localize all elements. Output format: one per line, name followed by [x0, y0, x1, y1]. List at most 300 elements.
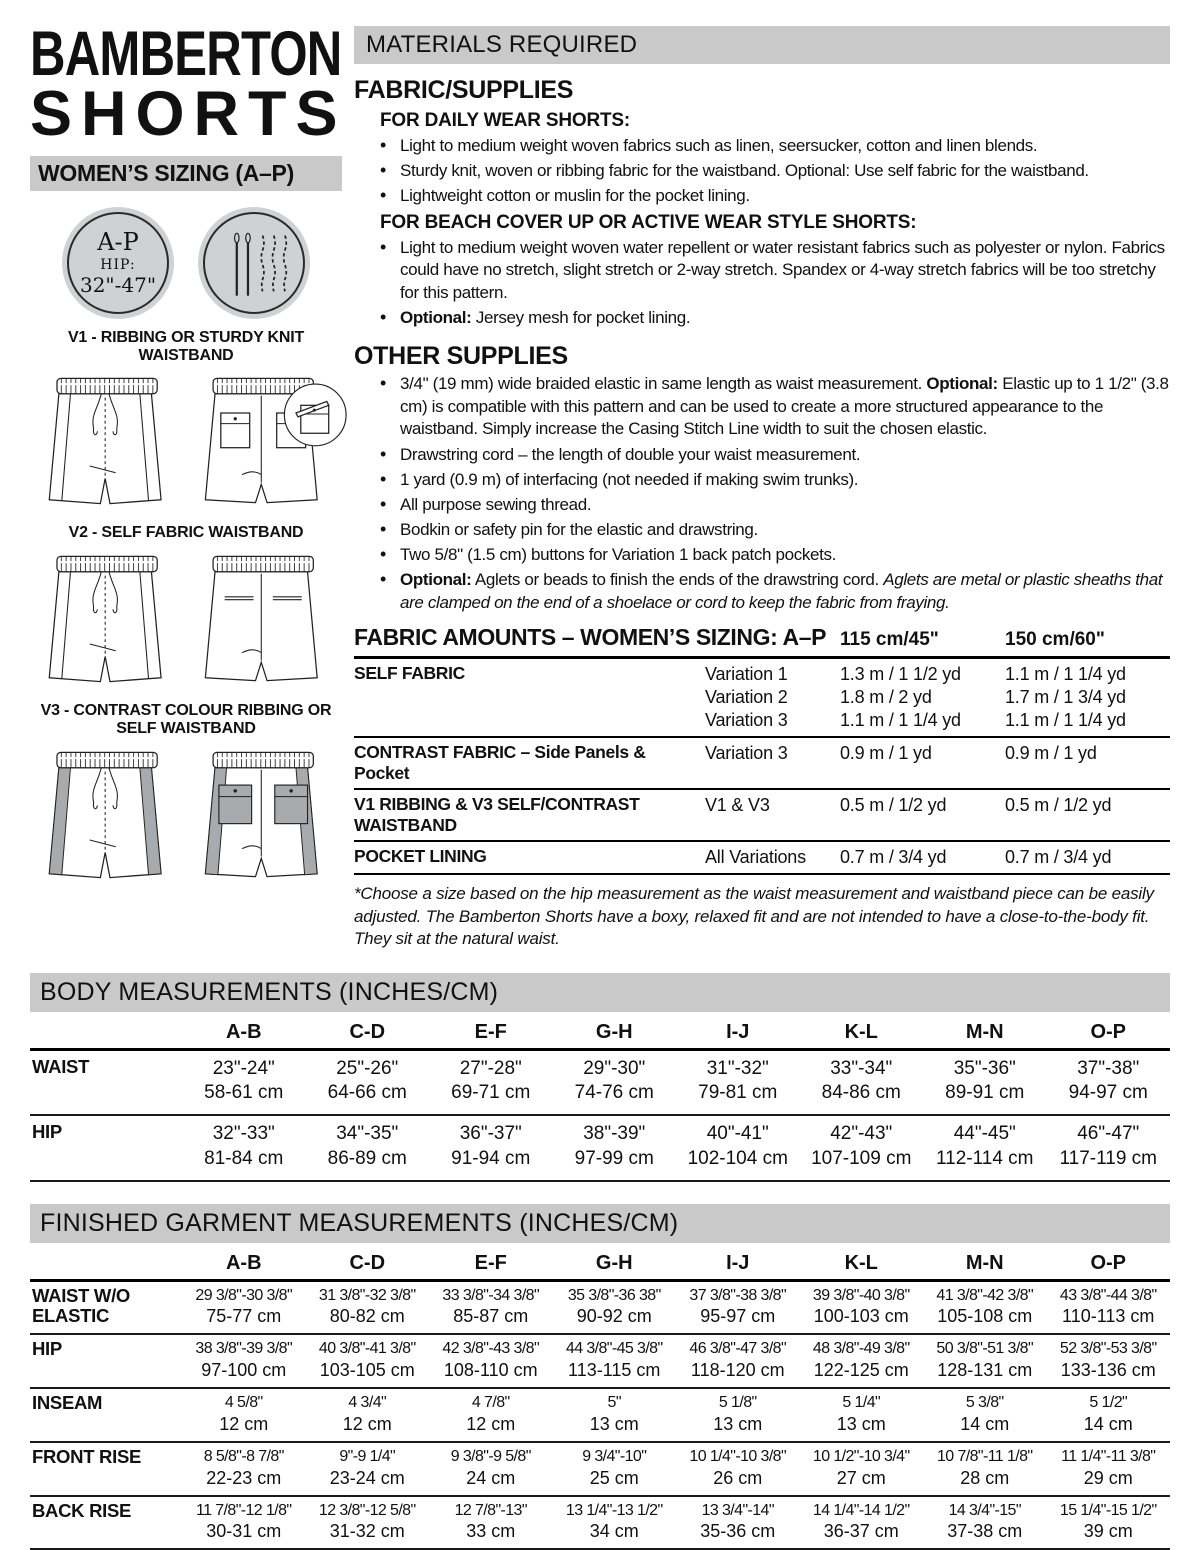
inches-value: 46 3/8"-47 3/8"	[689, 1340, 787, 1358]
cm-value: 79-81 cm	[698, 1082, 778, 1104]
cm-value: 37-38 cm	[947, 1521, 1023, 1542]
cm-value: 22-23 cm	[206, 1467, 282, 1488]
bullet-bold-text: Optional:	[400, 570, 472, 590]
inches-value: 29"-30"	[583, 1057, 646, 1079]
cm-value: 84-86 cm	[821, 1082, 901, 1104]
top-section	[30, 19, 1170, 951]
needles-glyph	[211, 220, 297, 306]
size-column-header: M-N	[965, 1251, 1004, 1274]
measurement-row	[30, 1443, 1170, 1497]
bullet-item	[400, 135, 1170, 158]
cm-value: 100-103 cm	[813, 1306, 909, 1327]
inches-value: 11 1/4"-11 3/8"	[1061, 1447, 1156, 1465]
inches-value: 31"-32"	[706, 1057, 769, 1079]
variation-v1-label: V1 - RIBBING OR STURDY KNIT WAISTBAND	[67, 328, 305, 365]
sewing-needles-icon	[198, 207, 310, 319]
cm-value: 25 cm	[589, 1467, 639, 1488]
size-header-row	[30, 1243, 1170, 1282]
measurement-cell	[800, 1393, 924, 1436]
fabric-amounts-table	[354, 624, 1170, 875]
inches-value: 44 3/8"-45 3/8"	[565, 1340, 663, 1358]
cm-value: 117-119 cm	[1059, 1147, 1157, 1169]
width-115-cell-line: 1.3 m / 1 1/2 yd	[840, 664, 961, 685]
measurement-cell	[1047, 1393, 1171, 1436]
size-column-header: E-F	[474, 1251, 507, 1274]
measurement-row	[30, 1497, 1170, 1550]
finished-measurements-table	[30, 1243, 1170, 1550]
measurement-cell	[800, 1339, 924, 1382]
size-range-badge	[62, 207, 174, 319]
cm-value: 12 cm	[219, 1413, 269, 1434]
beach-subheading: FOR BEACH COVER UP OR ACTIVE WEAR STYLE SHORTS:	[380, 212, 917, 234]
width-115-cell-line: 0.7 m / 3/4 yd	[840, 847, 947, 868]
variation-v2-label: V2 - SELF FABRIC WAISTBAND	[68, 524, 304, 542]
cm-value: 81-84 cm	[204, 1147, 284, 1169]
measurement-row-label: WAIST W/O ELASTIC	[32, 1284, 131, 1327]
size-range-text: A-P	[97, 228, 139, 257]
measurement-cell	[429, 1501, 553, 1544]
cm-value: 107-109 cm	[811, 1147, 912, 1169]
bullet-text: Aglets or beads to finish the ends of the drawstring cord.	[471, 570, 884, 590]
inches-value: 15 1/4"-15 1/2"	[1059, 1501, 1157, 1519]
inches-value: 48 3/8"-49 3/8"	[812, 1340, 910, 1358]
size-column-header: G-H	[595, 1251, 633, 1274]
fabric-amounts-rows	[354, 659, 1170, 875]
inches-value: 44"-45"	[953, 1123, 1016, 1145]
measurement-cell	[923, 1286, 1047, 1329]
inches-value: 50 3/8"-51 3/8"	[936, 1340, 1034, 1358]
measurement-cell	[429, 1339, 553, 1382]
sizing-banner: WOMEN’S SIZING (A–P)	[30, 156, 342, 191]
width-150-cell	[1005, 794, 1170, 836]
measurement-cell	[676, 1057, 800, 1106]
measurement-cell	[553, 1122, 677, 1171]
measurement-cell	[429, 1393, 553, 1436]
measurement-row	[30, 1282, 1170, 1336]
inches-value: 8 5/8"-8 7/8"	[203, 1447, 284, 1465]
inches-value: 10 1/4"-10 3/8"	[689, 1447, 787, 1465]
width-115-cell	[840, 742, 1005, 784]
measurement-row-label: INSEAM	[32, 1392, 103, 1414]
bullet-text: 1 yard (0.9 m) of interfacing (not needed if making swim trunks).	[400, 469, 859, 489]
inches-value: 13 3/4"-14"	[701, 1501, 774, 1519]
measurement-cell	[923, 1447, 1047, 1490]
cm-value: 31-32 cm	[329, 1521, 405, 1542]
measurement-cell	[306, 1447, 430, 1490]
inches-value: 4 3/4"	[348, 1394, 387, 1412]
measurement-cell	[182, 1122, 306, 1171]
inches-value: 13 1/4"-13 1/2"	[565, 1501, 663, 1519]
measurement-cell	[1047, 1057, 1171, 1106]
body-measurements-section	[30, 973, 1170, 1182]
size-column-header: K-L	[844, 1020, 878, 1043]
inches-value: 52 3/8"-53 3/8"	[1059, 1340, 1157, 1358]
cm-value: 26 cm	[713, 1467, 763, 1488]
width-115-cell-line: 0.5 m / 1/2 yd	[840, 795, 947, 816]
cm-value: 58-61 cm	[204, 1082, 284, 1104]
inches-value: 4 7/8"	[471, 1394, 510, 1412]
inches-value: 35"-36"	[953, 1057, 1016, 1079]
inches-value: 37"-38"	[1077, 1057, 1140, 1079]
inches-value: 39 3/8"-40 3/8"	[812, 1286, 910, 1304]
cm-value: 95-97 cm	[700, 1306, 776, 1327]
size-column-header: G-H	[595, 1020, 633, 1043]
measurement-cell	[923, 1339, 1047, 1382]
hip-range-text: 32"-47"	[79, 273, 157, 298]
cm-value: 34 cm	[589, 1521, 639, 1542]
width-150-cell	[1005, 663, 1170, 732]
measurement-cell	[676, 1339, 800, 1382]
cm-value: 13 cm	[713, 1413, 763, 1434]
inches-value: 25"-26"	[336, 1057, 399, 1079]
size-column-header: E-F	[474, 1020, 507, 1043]
inches-value: 10 1/2"-10 3/4"	[812, 1447, 910, 1465]
measurement-cell	[182, 1393, 306, 1436]
cm-value: 35-36 cm	[700, 1521, 776, 1542]
variation-cell-line: All Variations	[705, 847, 806, 868]
size-column-header: A-B	[225, 1251, 262, 1274]
inches-value: 23"-24"	[212, 1057, 275, 1079]
measurement-cell	[429, 1286, 553, 1329]
bullet-item	[400, 569, 1170, 614]
size-column-header: K-L	[844, 1251, 878, 1274]
width-150-cell	[1005, 846, 1170, 869]
size-column-header: C-D	[349, 1020, 386, 1043]
measurement-cell	[429, 1122, 553, 1171]
left-column	[30, 19, 347, 951]
measurement-row	[30, 1051, 1170, 1116]
other-supplies-heading: OTHER SUPPLIES	[354, 341, 568, 370]
cm-value: 33 cm	[466, 1521, 516, 1542]
variation-cell-line: Variation 3	[705, 743, 788, 764]
measurement-cell	[800, 1501, 924, 1544]
variation-cell-line: Variation 3	[705, 710, 788, 731]
measurement-cell	[553, 1057, 677, 1106]
measurement-cell	[676, 1501, 800, 1544]
inches-value: 34"-35"	[336, 1123, 399, 1145]
variation-cell	[705, 663, 840, 732]
bullet-text: Lightweight cotton or muslin for the pocket lining.	[400, 185, 750, 205]
measurement-row-label: WAIST	[32, 1055, 90, 1077]
cm-value: 23-24 cm	[329, 1467, 405, 1488]
bullet-text: Two 5/8" (1.5 cm) buttons for Variation 1 back patch pockets.	[400, 545, 837, 565]
measurement-row	[30, 1335, 1170, 1389]
width-150-cell-line: 0.5 m / 1/2 yd	[1005, 795, 1112, 816]
measurement-row-label: HIP	[32, 1121, 62, 1143]
variation-v2	[30, 524, 342, 691]
cm-value: 24 cm	[466, 1467, 516, 1488]
fabric-amounts-row	[354, 842, 1170, 875]
cm-value: 12 cm	[342, 1413, 392, 1434]
cm-value: 97-100 cm	[201, 1360, 287, 1381]
inches-value: 38 3/8"-39 3/8"	[195, 1340, 293, 1358]
inches-value: 43 3/8"-44 3/8"	[1059, 1286, 1157, 1304]
size-column-header: O-P	[1090, 1020, 1127, 1043]
cm-value: 13 cm	[589, 1413, 639, 1434]
width-115-column-header: 115 cm/45"	[840, 629, 939, 651]
cm-value: 89-91 cm	[945, 1082, 1025, 1104]
width-115-cell-line: 1.1 m / 1 1/4 yd	[840, 710, 961, 731]
variation-cell	[705, 742, 840, 784]
measurement-cell	[182, 1057, 306, 1106]
inches-value: 27"-28"	[459, 1057, 522, 1079]
measurement-cell	[182, 1501, 306, 1544]
inches-value: 9"-9 1/4"	[339, 1447, 396, 1465]
inches-value: 33 3/8"-34 3/8"	[442, 1286, 540, 1304]
daily-wear-bullets	[354, 135, 1170, 208]
cm-value: 14 cm	[960, 1413, 1010, 1434]
cm-value: 69-71 cm	[451, 1082, 531, 1104]
cm-value: 75-77 cm	[206, 1306, 282, 1327]
bullet-item	[400, 237, 1170, 305]
cm-value: 14 cm	[1083, 1413, 1133, 1434]
cm-value: 102-104 cm	[687, 1147, 788, 1169]
variation-cell-line: Variation 2	[705, 687, 788, 708]
bullet-text: Bodkin or safety pin for the elastic and drawstring.	[400, 519, 758, 539]
title-line-2: SHORTS	[30, 78, 347, 149]
cm-value: 86-89 cm	[327, 1147, 407, 1169]
bullet-item	[400, 494, 1170, 517]
width-150-cell-line: 0.7 m / 3/4 yd	[1005, 847, 1112, 868]
finished-measurements-section	[30, 1204, 1170, 1550]
measurement-row-label: FRONT RISE	[32, 1445, 142, 1467]
measurement-cell	[306, 1057, 430, 1106]
variation-v1	[30, 329, 342, 515]
finished-measurements-title: FINISHED GARMENT MEASUREMENTS (INCHES/CM)	[30, 1204, 1170, 1243]
measurement-cell	[306, 1393, 430, 1436]
measurement-cell	[676, 1286, 800, 1329]
inches-value: 38"-39"	[583, 1123, 646, 1145]
measurement-cell	[1047, 1286, 1171, 1329]
inches-value: 14 1/4"-14 1/2"	[812, 1501, 910, 1519]
inches-value: 10 7/8"-11 1/8"	[937, 1447, 1033, 1465]
fabric-row-label: POCKET LINING	[354, 846, 487, 867]
variation-cell-line: V1 & V3	[705, 795, 770, 816]
cm-value: 128-131 cm	[937, 1360, 1033, 1381]
measurement-cell	[553, 1286, 677, 1329]
measurement-cell	[1047, 1447, 1171, 1490]
fabric-amounts-title: FABRIC AMOUNTS – WOMEN’S SIZING: A–P	[354, 624, 827, 651]
bullet-bold-text: Optional:	[926, 374, 998, 394]
beach-bullets	[354, 237, 1170, 330]
bullet-item	[400, 185, 1170, 208]
width-115-cell	[840, 794, 1005, 836]
cm-value: 80-82 cm	[329, 1306, 405, 1327]
measurement-cell	[676, 1122, 800, 1171]
cm-value: 74-76 cm	[574, 1082, 654, 1104]
measurement-cell	[923, 1057, 1047, 1106]
size-column-header: M-N	[965, 1020, 1004, 1043]
body-measurements-title: BODY MEASUREMENTS (INCHES/CM)	[30, 973, 1170, 1012]
measurement-row-label: BACK RISE	[32, 1499, 132, 1521]
width-150-cell-line: 1.1 m / 1 1/4 yd	[1005, 710, 1126, 731]
inches-value: 5 3/8"	[965, 1394, 1004, 1412]
cm-value: 28 cm	[960, 1467, 1010, 1488]
shorts-illustration-v2	[30, 544, 342, 692]
cm-value: 36-37 cm	[823, 1521, 899, 1542]
measurement-cell	[182, 1339, 306, 1382]
inches-value: 37 3/8"-38 3/8"	[689, 1286, 787, 1304]
fabric-amounts-row	[354, 790, 1170, 842]
inches-value: 5"	[607, 1394, 621, 1412]
bullet-item	[400, 519, 1170, 542]
inches-value: 5 1/4"	[842, 1394, 881, 1412]
page-title	[30, 19, 347, 149]
width-150-cell-line: 0.9 m / 1 yd	[1005, 743, 1097, 764]
width-150-cell-line: 1.1 m / 1 1/4 yd	[1005, 664, 1126, 685]
cm-value: 108-110 cm	[443, 1360, 538, 1381]
bullet-item	[400, 160, 1170, 183]
cm-value: 90-92 cm	[576, 1306, 652, 1327]
inches-value: 40"-41"	[706, 1123, 769, 1145]
inches-value: 42"-43"	[830, 1123, 893, 1145]
measurement-cell	[306, 1339, 430, 1382]
size-selection-footnote: *Choose a size based on the hip measurement as the waist measurement and waistband piece can be easily adjusted. The Bamberton Shorts have a boxy, relaxed fit and are not intended to have a close-to-the-body fit. They sit at the natural waist.	[354, 884, 1154, 949]
inches-value: 9 3/4"-10"	[582, 1447, 647, 1465]
measurement-cell	[306, 1501, 430, 1544]
inches-value: 29 3/8"-30 3/8"	[195, 1286, 293, 1304]
cm-value: 64-66 cm	[327, 1082, 407, 1104]
bullet-text: Jersey mesh for pocket lining.	[471, 308, 691, 328]
inches-value: 31 3/8"-32 3/8"	[318, 1286, 416, 1304]
right-column	[342, 26, 1170, 951]
measurement-cell	[306, 1122, 430, 1171]
inches-value: 11 7/8"-12 1/8"	[196, 1501, 292, 1519]
inches-value: 32"-33"	[212, 1123, 275, 1145]
measurement-cell	[923, 1393, 1047, 1436]
inches-value: 42 3/8"-43 3/8"	[442, 1340, 540, 1358]
fabric-row-label: V1 RIBBING & V3 SELF/CONTRAST WAISTBAND	[354, 794, 640, 836]
measurement-cell	[306, 1286, 430, 1329]
variation-v3-label: V3 - CONTRAST COLOUR RIBBING OR SELF WAISTBAND	[40, 701, 332, 738]
size-column-header: I-J	[726, 1020, 750, 1043]
measurement-cell	[800, 1057, 924, 1106]
width-150-column-header: 150 cm/60"	[1005, 629, 1105, 651]
measurement-cell	[800, 1122, 924, 1171]
fabric-amounts-row	[354, 659, 1170, 738]
measurement-cell	[182, 1447, 306, 1490]
bullet-text: 3/4" (19 mm) wide braided elastic in same length as waist measurement.	[400, 374, 927, 394]
cm-value: 39 cm	[1083, 1521, 1133, 1542]
width-115-cell	[840, 846, 1005, 869]
bullet-item	[400, 373, 1170, 441]
fabric-row-label: CONTRAST FABRIC – Side Panels & Pocket	[354, 742, 646, 784]
bullet-item	[400, 307, 1170, 330]
shorts-illustration-v1	[30, 366, 342, 514]
variation-cell	[705, 846, 840, 869]
measurement-cell	[923, 1122, 1047, 1171]
cm-value: 85-87 cm	[453, 1306, 529, 1327]
title-line-1: BAMBERTON	[30, 19, 342, 89]
measurement-cell	[553, 1447, 677, 1490]
cm-value: 110-113 cm	[1062, 1306, 1155, 1327]
cm-value: 12 cm	[466, 1413, 516, 1434]
shorts-illustration-v3	[30, 740, 342, 888]
daily-wear-subheading: FOR DAILY WEAR SHORTS:	[380, 110, 631, 131]
inches-value: 14 3/4"-15"	[948, 1501, 1021, 1519]
size-header-row	[30, 1012, 1170, 1051]
width-150-cell	[1005, 742, 1170, 784]
cm-value: 118-120 cm	[690, 1360, 785, 1381]
cm-value: 97-99 cm	[574, 1147, 654, 1169]
bullet-text: All purpose sewing thread.	[400, 494, 592, 514]
cm-value: 113-115 cm	[568, 1360, 661, 1381]
measurement-cell	[923, 1501, 1047, 1544]
cm-value: 94-97 cm	[1068, 1082, 1148, 1104]
measurement-row-label: HIP	[32, 1338, 62, 1360]
bullet-bold-text: Optional:	[400, 308, 472, 328]
size-column-header: I-J	[726, 1251, 750, 1274]
measurement-cell	[676, 1447, 800, 1490]
inches-value: 5 1/2"	[1089, 1394, 1128, 1412]
size-column-header: C-D	[349, 1251, 386, 1274]
bullet-italic-text: Aglets are metal or plastic sheaths that are clamped on the end of a shoelace or cord to keep the fabric from fraying.	[400, 570, 1163, 612]
measurement-cell	[553, 1501, 677, 1544]
fabric-supplies-heading: FABRIC/SUPPLIES	[354, 76, 574, 104]
cm-value: 27 cm	[836, 1467, 886, 1488]
badge-row	[30, 207, 342, 319]
width-115-cell	[840, 663, 1005, 732]
measurement-cell	[800, 1286, 924, 1329]
measurement-cell	[1047, 1122, 1171, 1171]
hip-label: HIP:	[100, 257, 136, 274]
bullet-item	[400, 444, 1170, 467]
fabric-row-label: SELF FABRIC	[354, 663, 465, 684]
measurement-cell	[1047, 1501, 1171, 1544]
measurement-cell	[553, 1393, 677, 1436]
measurement-row	[30, 1116, 1170, 1181]
fabric-amounts-header-row	[354, 624, 1170, 659]
inches-value: 41 3/8"-42 3/8"	[936, 1286, 1034, 1304]
fabric-amounts-row	[354, 738, 1170, 790]
bullet-text: Elastic up to 1 1/2" (3.8 cm) is compatible with this pattern and can be used to create a more structured appearance to the waistband. Simply increase the Casing Stitch Line width to suit the chosen elastic.	[400, 374, 1169, 439]
inches-value: 40 3/8"-41 3/8"	[318, 1340, 416, 1358]
measurement-cell	[553, 1339, 677, 1382]
inches-value: 46"-47"	[1077, 1123, 1140, 1145]
cm-value: 29 cm	[1083, 1467, 1133, 1488]
inches-value: 33"-34"	[830, 1057, 893, 1079]
inches-value: 9 3/8"-9 5/8"	[450, 1447, 531, 1465]
cm-value: 122-125 cm	[813, 1360, 909, 1381]
cm-value: 103-105 cm	[319, 1360, 415, 1381]
bullet-item	[400, 469, 1170, 492]
width-150-cell-line: 1.7 m / 1 3/4 yd	[1005, 687, 1126, 708]
bullet-text: Light to medium weight woven water repellent or water resistant fabrics such as polyester or nylon. Fabrics could have no stretch, slight stretch or 2-way stretch. Spandex or 4-way stretch fabrics will be too stretchy for this pattern.	[400, 237, 1165, 303]
body-measurements-table	[30, 1012, 1170, 1182]
measurement-row	[30, 1389, 1170, 1443]
inches-value: 5 1/8"	[718, 1394, 757, 1412]
bullet-text: Sturdy knit, woven or ribbing fabric for the waistband. Optional: Use self fabric for the waistband.	[400, 160, 1089, 180]
cm-value: 13 cm	[836, 1413, 886, 1434]
bullet-item	[400, 544, 1170, 567]
cm-value: 30-31 cm	[206, 1521, 282, 1542]
measurement-cell	[800, 1447, 924, 1490]
cm-value: 133-136 cm	[1060, 1360, 1156, 1381]
variation-cell	[705, 794, 840, 836]
cm-value: 112-114 cm	[935, 1147, 1034, 1169]
measurement-cell	[182, 1286, 306, 1329]
variation-cell-line: Variation 1	[705, 664, 788, 685]
width-115-cell-line: 0.9 m / 1 yd	[840, 743, 932, 764]
measurement-cell	[429, 1447, 553, 1490]
inches-value: 35 3/8"-36 38"	[567, 1286, 661, 1304]
measurement-cell	[1047, 1339, 1171, 1382]
cm-value: 91-94 cm	[451, 1147, 531, 1169]
variation-v3	[30, 702, 342, 888]
other-supplies-bullets	[354, 373, 1170, 614]
size-column-header: O-P	[1090, 1251, 1127, 1274]
width-115-cell-line: 1.8 m / 2 yd	[840, 687, 932, 708]
